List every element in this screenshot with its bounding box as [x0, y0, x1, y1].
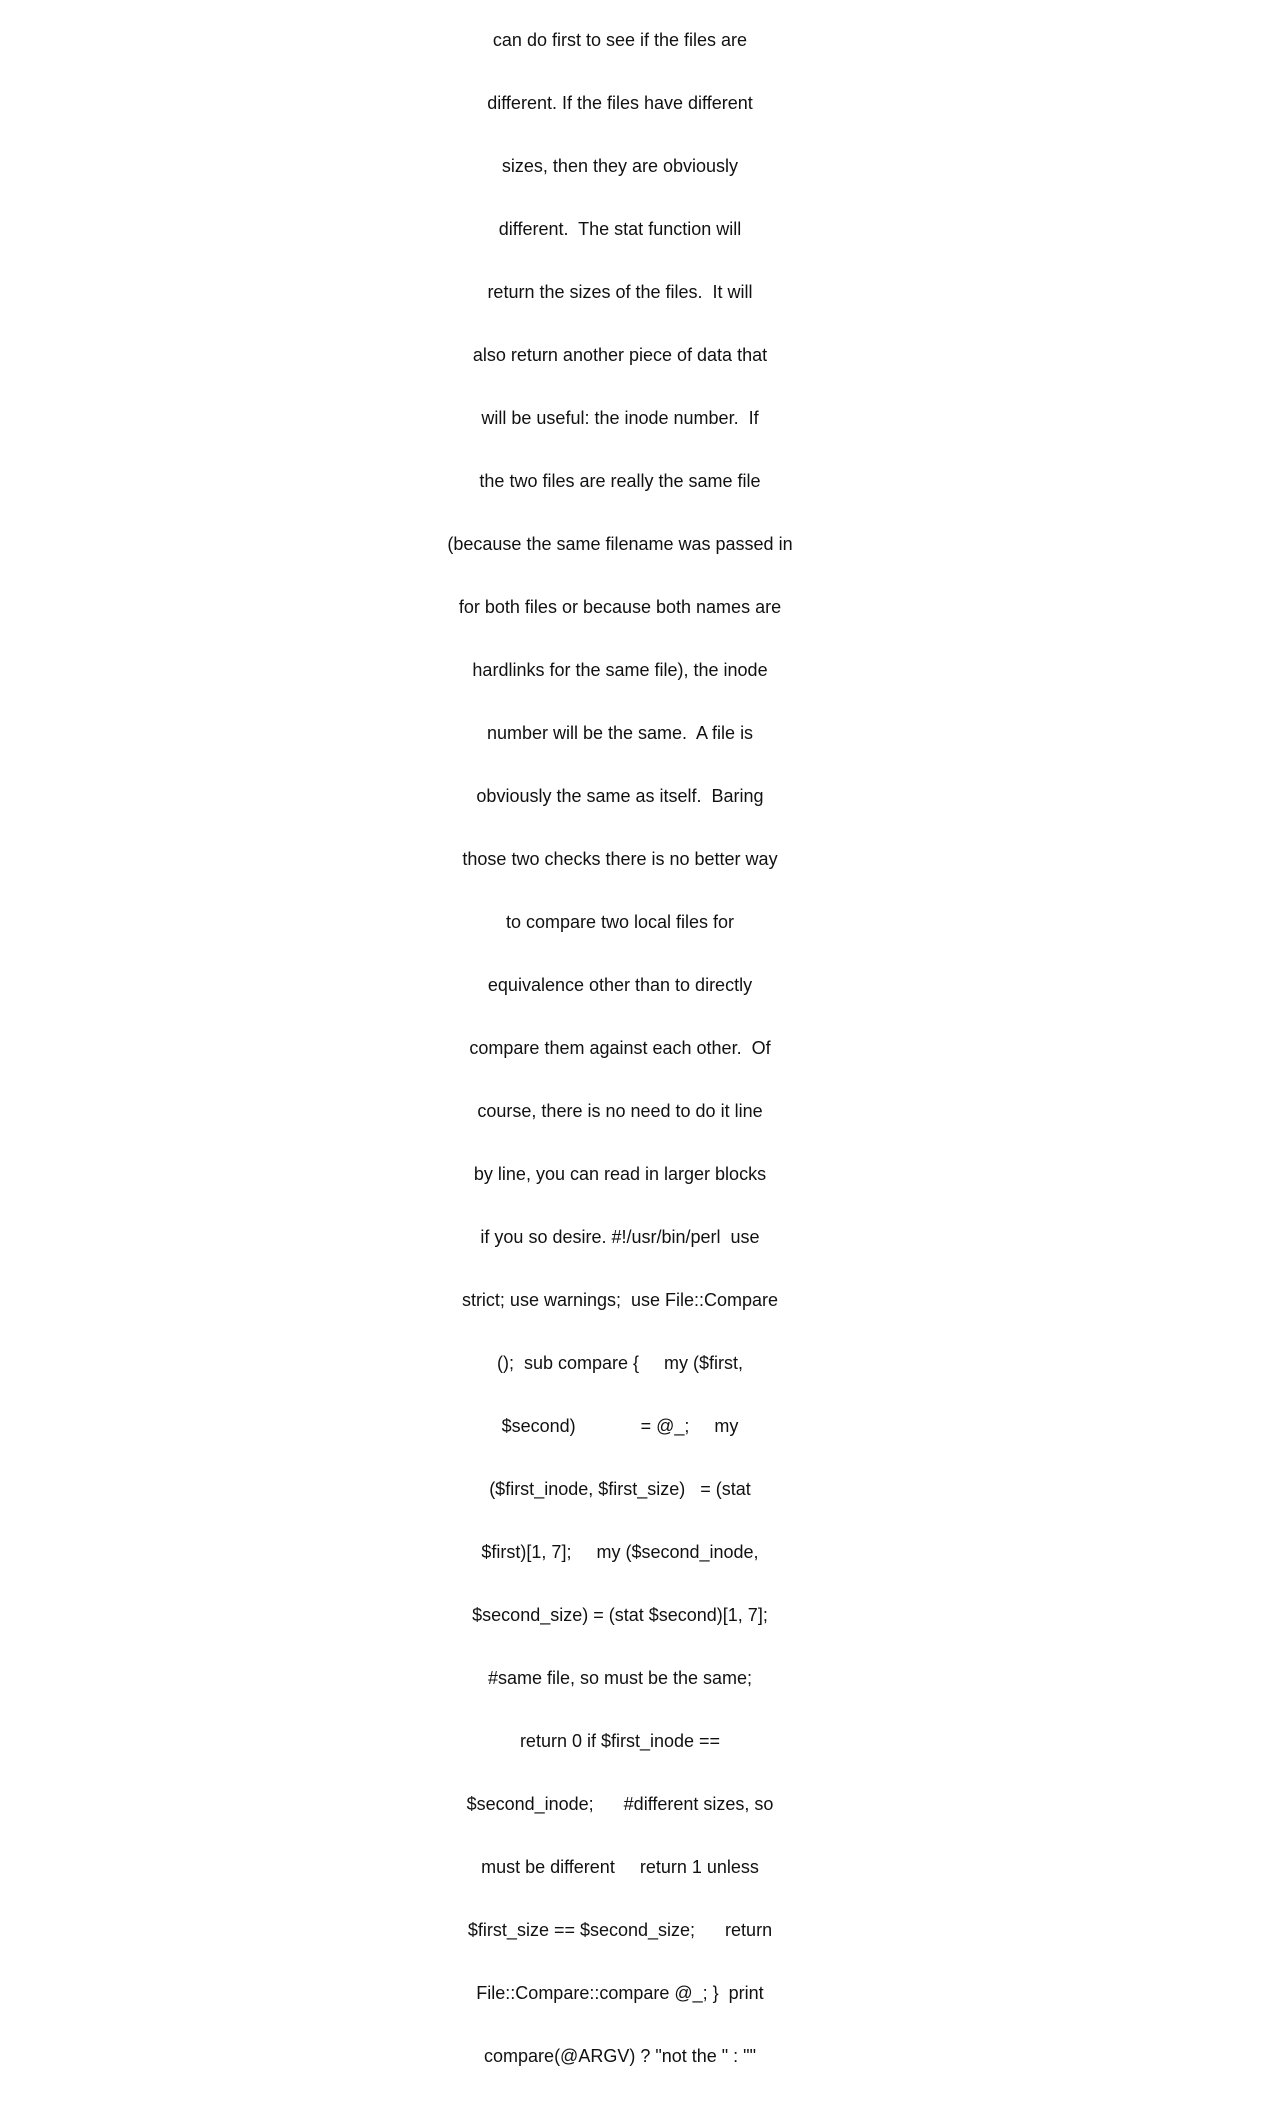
text-line: compare them against each other. Of [469, 1038, 771, 1058]
text-line: different. The stat function will [498, 219, 742, 239]
text-line: course, there is no need to do it line [477, 1101, 763, 1121]
text-line: by line, you can read in larger blocks [473, 1164, 767, 1184]
code-line: $first_size == $second_size; return [467, 1920, 773, 1940]
code-line: (); sub compare { my ($first, [496, 1353, 744, 1373]
text-line: can do first to see if the files are [492, 30, 748, 50]
text-line: the two files are really the same file [479, 471, 761, 491]
code-line: compare(@ARGV) ? "not the " : "" [484, 2046, 756, 2066]
text-line: for both files or because both names are [458, 597, 782, 617]
code-line: return 0 if $first_inode == [519, 1731, 721, 1751]
code-line: #same file, so must be the same; [487, 1668, 753, 1688]
text-line: to compare two local files for [505, 912, 735, 932]
text-line: (because the same filename was passed in [447, 534, 793, 554]
text-line: also return another piece of data that [472, 345, 768, 365]
text-line: equivalence other than to directly [487, 975, 753, 995]
text-line: if you so desire. #!/usr/bin/perl use [480, 1227, 760, 1247]
document-text [440, 0, 800, 2109]
text-line: obviously the same as itself. Baring [476, 786, 764, 806]
text-line: sizes, then they are obviously [501, 156, 739, 176]
code-line: ($first_inode, $first_size) = (stat [489, 1479, 751, 1499]
code-line: $second_inode; #different sizes, so [466, 1794, 774, 1814]
text-line: will be useful: the inode number. If [481, 408, 759, 428]
text-line: hardlinks for the same file), the inode [472, 660, 768, 680]
text-line: those two checks there is no better way [462, 849, 778, 869]
code-line: must be different return 1 unless [481, 1857, 759, 1877]
text-line: number will be the same. A file is [486, 723, 754, 743]
text-line: different. If the files have different [487, 93, 753, 113]
code-line: strict; use warnings; use File::Compare [461, 1290, 779, 1310]
code-line: $first)[1, 7]; my ($second_inode, [481, 1542, 759, 1562]
text-line: return the sizes of the files. It will [487, 282, 753, 302]
code-line: $second) = @_; my [501, 1416, 739, 1436]
code-line: File::Compare::compare @_; } print [476, 1983, 764, 2003]
code-line: $second_size) = (stat $second)[1, 7]; [472, 1605, 768, 1625]
